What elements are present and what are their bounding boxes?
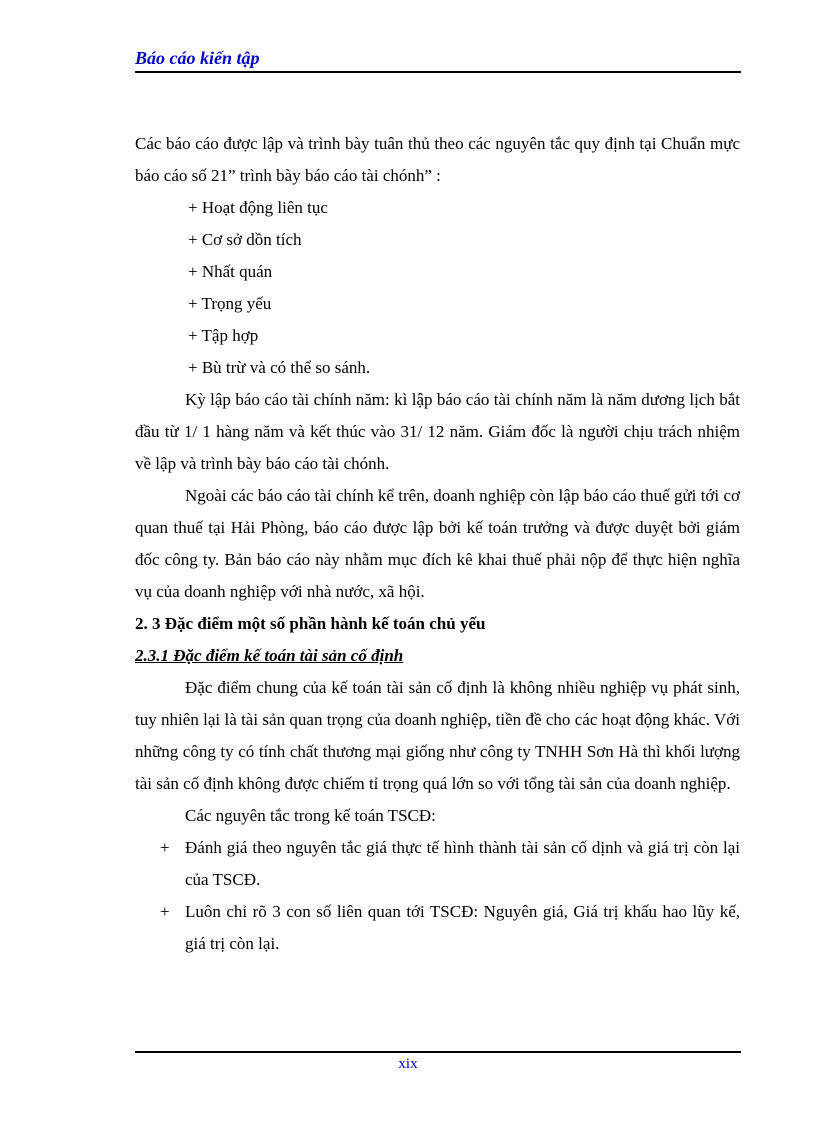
document-body <box>135 128 740 960</box>
page-number: xix <box>398 1056 418 1072</box>
intro-paragraph: Các báo cáo được lập và trình bày tuân thủ theo các nguyên tắc quy định tại Chuẩn mực báo cáo số 21” trình bày báo cáo tài chónh” : <box>135 134 740 185</box>
principle-item: + Bù trừ và có thể so sánh. <box>188 358 371 377</box>
bullet-text: Luôn chỉ rõ 3 con số liên quan tới TSCĐ: Nguyên giá, Giá trị khấu hao lũy kế, giá trị còn lại. <box>185 902 740 953</box>
subsection-heading: 2.3.1 Đặc điểm kế toán tài sản cố định <box>135 646 404 665</box>
tax-report-paragraph: Ngoài các báo cáo tài chính kể trên, doanh nghiệp còn lập báo cáo thuế gửi tới cơ quan thuế tại Hải Phòng, báo cáo được lập bởi kế toán trưởng và được duyệt bởi giám đốc công ty. Bản báo cáo này nhằm mục đích kê khai thuế phải nộp để thực hiện nghĩa vụ của doanh nghiệp với nhà nước, xã hội. <box>135 486 740 601</box>
bullet-text: Đánh giá theo nguyên tắc giá thực tế hình thành tài sản cố dịnh và giá trị còn lại của TSCĐ. <box>185 838 740 889</box>
principle-item: + Trọng yếu <box>188 294 272 313</box>
footer-rule <box>135 1051 741 1053</box>
principle-item: + Hoạt động liên tục <box>188 198 328 217</box>
bullet-mark: + <box>160 902 170 921</box>
header-title: Báo cáo kiến tập <box>135 48 260 68</box>
fixed-assets-paragraph: Đặc điểm chung của kế toán tài sản cố định là không nhiều nghiệp vụ phát sinh, tuy nhiên lại là tài sản quan trọng của doanh nghiệp, tiền đề cho các hoạt động khác. Với những công ty có tính chất thương mại giống như công ty TNHH Sơn Hà thì khối lượng tài sản cố định không được chiếm tỉ trọng quá lớn so với tổng tài sản của doanh nghiệp. <box>135 678 740 793</box>
section-heading: 2. 3 Đặc điểm một số phần hành kế toán chủ yếu <box>135 614 486 633</box>
rules-intro-paragraph: Các nguyên tắc trong kế toán TSCĐ: <box>185 806 436 825</box>
header-rule <box>135 71 741 73</box>
principle-item: + Nhất quán <box>188 262 273 281</box>
principle-item: + Tập hợp <box>188 326 259 345</box>
principle-item: + Cơ sở dồn tích <box>188 230 302 249</box>
bullet-mark: + <box>160 838 170 857</box>
reporting-period-paragraph: Kỳ lập báo cáo tài chính năm: kì lập báo cáo tài chính năm là năm dương lịch bắt đầu từ 1/ 1 hàng năm và kết thúc vào 31/ 12 năm. Giám đốc là người chịu trách nhiệm về lập và trình bày báo cáo tài chónh. <box>135 390 740 473</box>
bullet-item <box>135 896 740 960</box>
bullet-item <box>135 832 740 896</box>
